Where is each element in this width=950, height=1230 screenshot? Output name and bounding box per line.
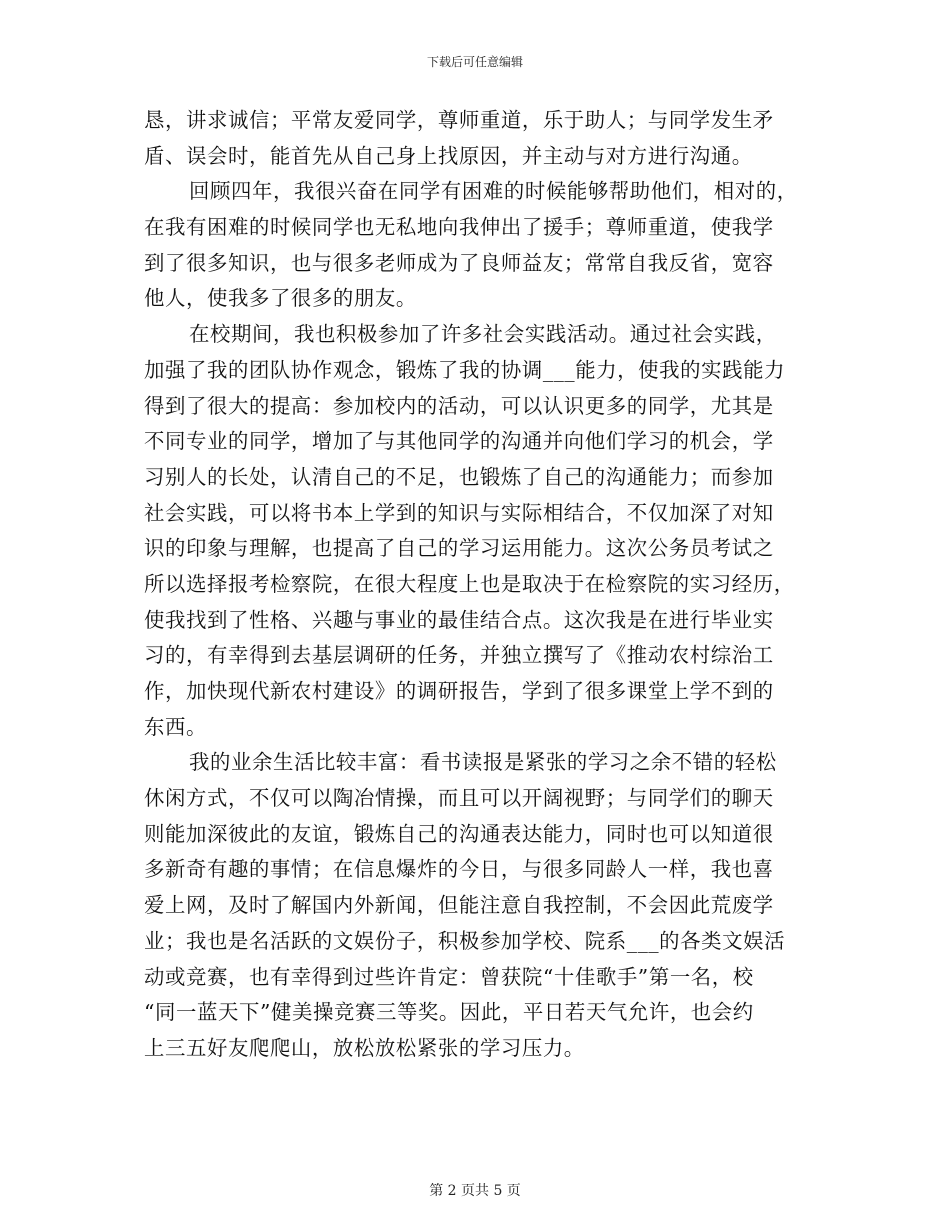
text-line: 作，加快现代新农村建设》的调研报告，学到了很多课堂上学不到的 xyxy=(144,679,774,703)
text-line: 爱上网，及时了解国内外新闻，但能注意自我控制，不会因此荒废学 xyxy=(144,893,774,918)
text-line: 习的，有幸得到去基层调研的任务，并独立撰写了《推动农村综治工 xyxy=(144,643,774,668)
paragraph-start-line: 回顾四年，我很兴奋在同学有困难的时候能够帮助他们，相对的， xyxy=(189,179,798,204)
text-line: 动或竞赛，也有幸得到过些许肯定：曾获院“十佳歌手”第一名，校 xyxy=(144,964,754,989)
text-line: 所以选择报考检察院，在很大程度上也是取决于在检察院的实习经历， xyxy=(144,571,795,596)
text-line: 到了很多知识，也与很多老师成为了良师益友；常常自我反省，宽容 xyxy=(144,250,774,275)
paragraph-start-line: 我的业余生活比较丰富：看书读报是紧张的学习之余不错的轻松 xyxy=(189,750,777,775)
text-line: 东西。 xyxy=(144,714,207,739)
body-text xyxy=(144,103,809,1067)
text-line: 多新奇有趣的事情；在信息爆炸的今日，与很多同龄人一样，我也喜 xyxy=(144,857,774,882)
page-footer: 第 2 页共 5 页 xyxy=(429,1183,521,1199)
page-header: 下载后可任意编辑 xyxy=(426,55,523,69)
text-line: 不同专业的同学，增加了与其他同学的沟通并向他们学习的机会，学 xyxy=(144,429,774,454)
text-line: 他人，使我多了很多的朋友。 xyxy=(144,286,417,311)
text-line: 休闲方式，不仅可以陶冶情操，而且可以开阔视野；与同学们的聊天 xyxy=(144,786,774,811)
text-line: 上三五好友爬爬山，放松放松紧张的学习压力。 xyxy=(144,1035,585,1060)
text-line: 习别人的长处，认清自己的不足，也锻炼了自己的沟通能力；而参加 xyxy=(144,464,774,489)
text-line: 在我有困难的时候同学也无私地向我伸出了援手；尊师重道，使我学 xyxy=(144,215,774,240)
text-line: 得到了很大的提高：参加校内的活动，可以认识更多的同学，尤其是 xyxy=(144,393,774,418)
paragraph-start-line: 在校期间，我也积极参加了许多社会实践活动。通过社会实践， xyxy=(189,322,777,347)
text-line: 则能加深彼此的友谊，锻炼自己的沟通表达能力，同时也可以知道很 xyxy=(144,821,774,846)
text-line: 识的印象与理解，也提高了自己的学习运用能力。这次公务员考试之 xyxy=(144,536,774,561)
text-line: “同一蓝天下”健美操竞赛三等奖。因此，平日若天气允许，也会约 xyxy=(144,1000,754,1025)
text-line: 盾、误会时，能首先从自己身上找原因，并主动与对方进行沟通。 xyxy=(144,143,753,168)
text-line: 恳，讲求诚信；平常友爱同学，尊师重道，乐于助人；与同学发生矛 xyxy=(144,108,774,132)
text-line: 加强了我的团队协作观念，锻炼了我的协调___能力，使我的实践能力 xyxy=(144,357,786,382)
text-line: 使我找到了性格、兴趣与事业的最佳结合点。这次我是在进行毕业实 xyxy=(144,607,774,632)
text-line: 业；我也是名活跃的文娱份子，积极参加学校、院系___的各类文娱活 xyxy=(144,928,786,953)
text-line: 社会实践，可以将书本上学到的知识与实际相结合，不仅加深了对知 xyxy=(144,500,774,525)
